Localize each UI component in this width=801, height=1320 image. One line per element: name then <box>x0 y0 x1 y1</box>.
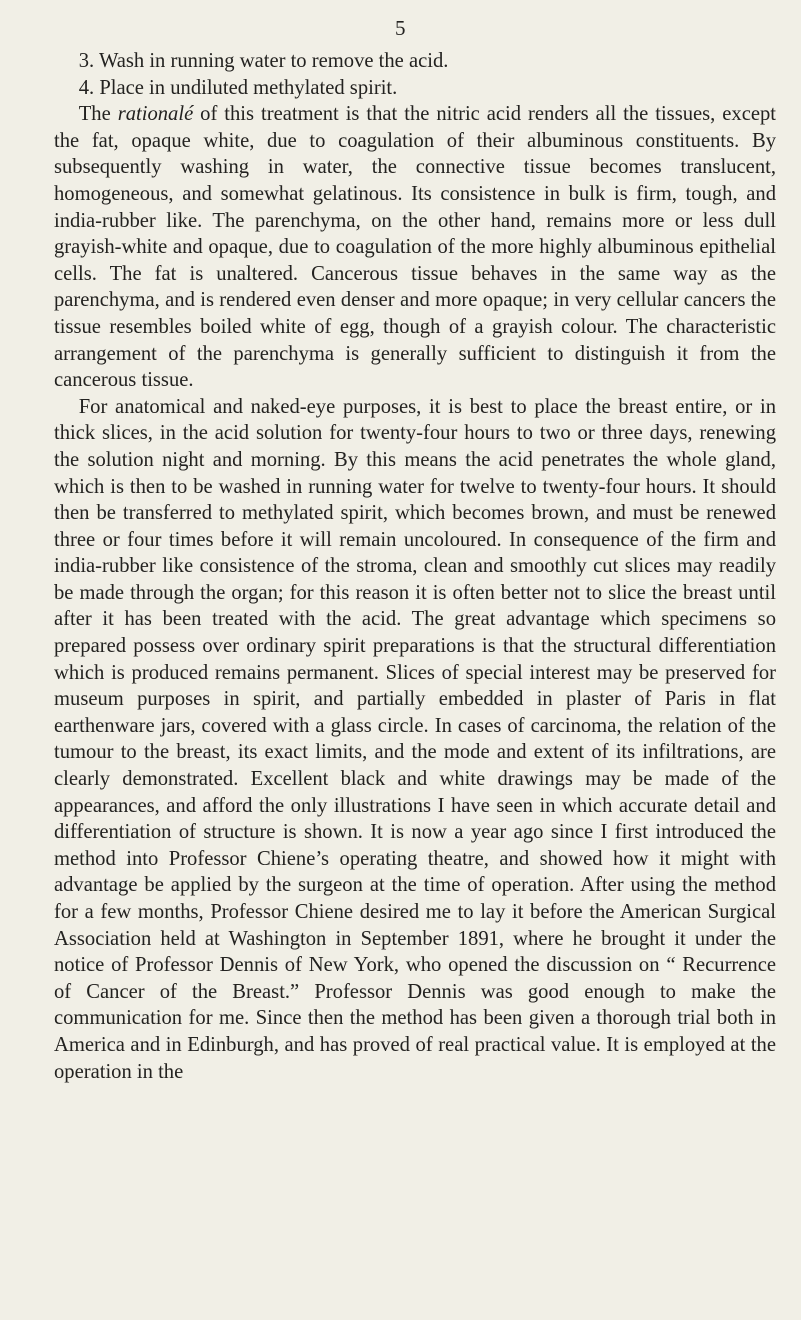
page-number: 5 <box>395 16 406 40</box>
paragraph-method: For anatomical and naked-eye purposes, it is best to place the breast entire, or in thick slices, in the acid solution for twenty-four hours to two or three days, renewing the solution night and morning. By this means the acid penetrates the whole gland, which is then to be washed in running water for twelve to twenty-four hours. It should then be transferred to methylated spirit, which becomes brown, and must be renewed three or four times before it will remain uncoloured. In consequence of the firm and india-rubber like consistence of the stroma, clean and smoothly cut slices may readily be made through the organ; for this reason it is often better not to slice the breast until after it has been treated with the acid. The great advantage which specimens so prepared possess over ordinary spirit preparations is that the structural differentiation which is produced remains permanent. Slices of special interest may be preserved for museum purposes in spirit, and partially embedded in plaster of Paris in flat earthenware jars, covered with a glass circle. In cases of carcinoma, the relation of the tumour to the breast, its exact limits, and the mode and extent of its infiltrations, are clearly demonstrated. Excellent black and white drawings may be made of the appearances, and afford the only illustrations I have seen in which accurate detail and differentiation of structure is shown. It is now a year ago since I first introduced the method into Professor Chiene’s operating theatre, and showed how it might with advantage be applied by the surgeon at the time of operation. After using the method for a few months, Professor Chiene desired me to lay it before the American Surgical Association held at Washington in September 1891, where he brought it under the notice of Professor Dennis of New York, who opened the discussion on “ Recurrence of Cancer of the Breast.” Professor Dennis was good enough to make the communication for me. Since then the method has been given a thorough trial both in America and in Edinburgh, and has proved of real practical value. It is employed at the operation in the <box>54 395 776 1083</box>
step-3: 3. Wash in running water to remove the acid. <box>78 50 449 72</box>
step-4: 4. Place in undiluted methylated spirit. <box>78 76 398 99</box>
paragraph-rationale-text: of this treatment is that the nitric acid renders all the tissues, except the fat, opaque white, due to coagulation of their albuminous constituents. By subsequently washing in water, the connective tissue becomes translucent, homogeneous, and somewhat gelatinous. Its consistence in bulk is firm, tough, and india-rubber like. The parenchyma, on the other hand, remains more or less dull grayish-white and opaque, due to coagulation of the more highly albuminous epithelial cells. The fat is unaltered. Cancerous tissue behaves in the same way as the parenchyma, and is rendered even denser and more opaque; in very cellular cancers the tissue resembles boiled white of egg, though of a grayish colour. The characteristic arrangement of the parenchyma is generally sufficient to distinguish it from the cancerous tissue. <box>54 103 776 392</box>
body-text <box>54 48 776 1085</box>
italic-term: rationalé <box>117 103 194 126</box>
paragraph-rationale <box>54 101 776 394</box>
paragraph-rationale-lead: The <box>78 103 118 126</box>
